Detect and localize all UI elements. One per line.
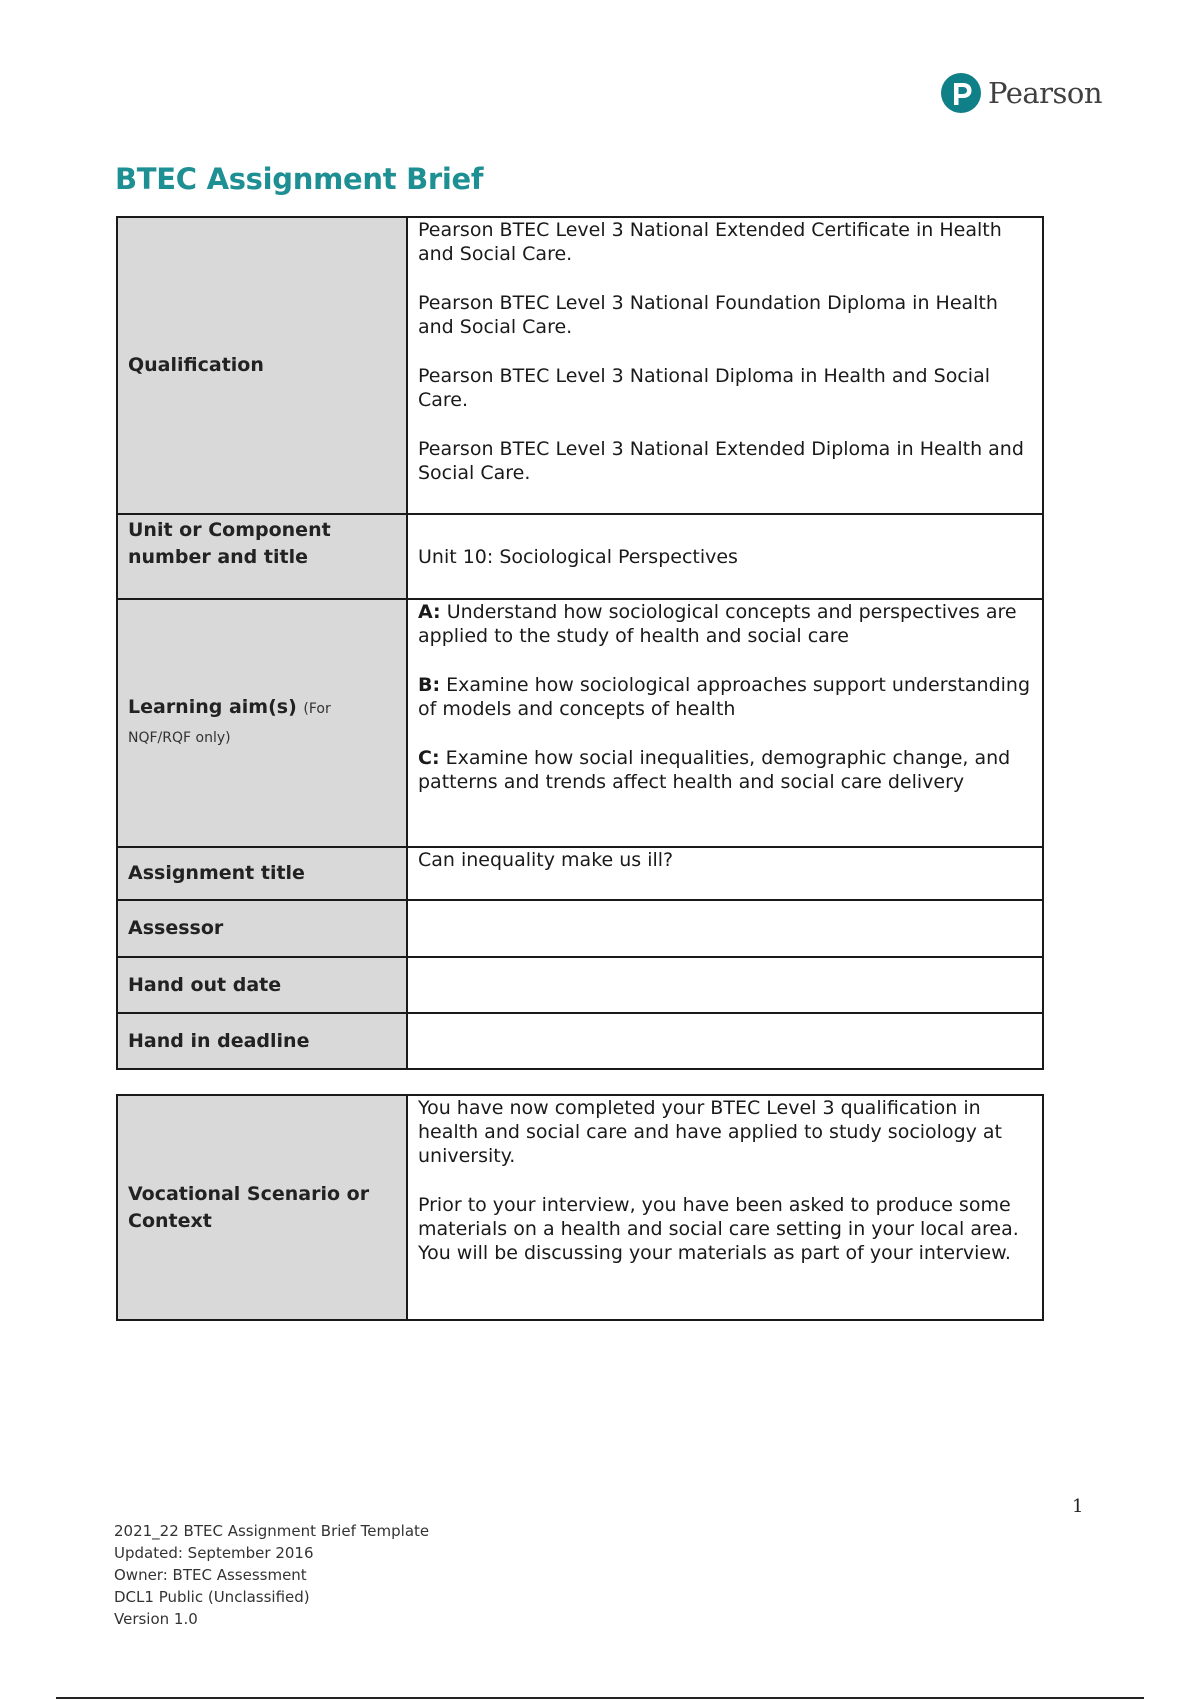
assessor-label: Assessor	[117, 900, 407, 957]
unit-label-text: Unit or Component number and title	[128, 519, 331, 568]
qualification-line: Pearson BTEC Level 3 National Foundation Diploma in Health and Social Care.	[418, 292, 998, 338]
scenario-table	[116, 1094, 1044, 1321]
qualification-line: Pearson BTEC Level 3 National Extended Diploma in Health and Social Care.	[418, 438, 1024, 484]
learning-aim-letter: B:	[418, 674, 441, 696]
unit-value: Unit 10: Sociological Perspectives	[407, 514, 1043, 599]
bottom-divider	[56, 1697, 1144, 1699]
footer-line: 2021_22 BTEC Assignment Brief Template	[114, 1522, 430, 1540]
hand-in-deadline-value[interactable]	[407, 1013, 1043, 1069]
qualification-line: Pearson BTEC Level 3 National Extended Certificate in Health and Social Care.	[418, 219, 1002, 265]
scenario-paragraph: You have now completed your BTEC Level 3 qualification in health and social care and have applied to study sociology at university.	[418, 1097, 1003, 1167]
hand-out-date-label: Hand out date	[117, 957, 407, 1013]
qualification-value	[407, 217, 1043, 514]
learning-aims-label-note: (For NQF/RQF only)	[128, 701, 331, 746]
learning-aim-item	[418, 600, 1032, 648]
qualification-row	[117, 217, 1043, 514]
assessor-value[interactable]	[407, 900, 1043, 957]
document-footer	[114, 1520, 429, 1630]
page-number: 1	[1072, 1496, 1084, 1517]
assignment-title-row	[117, 847, 1043, 900]
scenario-value	[407, 1095, 1043, 1320]
pearson-logo-text: Pearson	[988, 76, 1103, 110]
assignment-title-value: Can inequality make us ill?	[407, 847, 1043, 900]
learning-aims-label	[117, 599, 407, 847]
footer-line: Updated: September 2016	[114, 1544, 314, 1562]
learning-aim-item	[418, 746, 1032, 794]
footer-line: DCL1 Public (Unclassified)	[114, 1588, 310, 1606]
assignment-title-label: Assignment title	[117, 847, 407, 900]
scenario-paragraph: Prior to your interview, you have been asked to produce some materials on a health and social care setting in your local area. You will be discussing your materials as part of your interview.	[418, 1194, 1019, 1264]
unit-row	[117, 514, 1043, 599]
learning-aim-letter: C:	[418, 747, 440, 769]
page-title: BTEC Assignment Brief	[115, 162, 484, 196]
unit-label	[117, 514, 407, 599]
learning-aims-label-text: Learning aim(s)	[128, 696, 297, 718]
assessor-row	[117, 900, 1043, 957]
learning-aim-item	[418, 673, 1032, 721]
pearson-p-logo-icon	[940, 72, 982, 114]
hand-out-date-row	[117, 957, 1043, 1013]
qualification-label: Qualification	[117, 217, 407, 514]
pearson-logo	[940, 72, 1102, 114]
footer-line: Version 1.0	[114, 1610, 198, 1628]
hand-in-deadline-label: Hand in deadline	[117, 1013, 407, 1069]
qualification-line: Pearson BTEC Level 3 National Diploma in Health and Social Care.	[418, 365, 990, 411]
learning-aims-value	[407, 599, 1043, 847]
learning-aim-letter: A:	[418, 601, 441, 623]
scenario-label: Vocational Scenario or Context	[117, 1095, 407, 1320]
learning-aim-text: Examine how social inequalities, demographic change, and patterns and trends affect health and social care delivery	[418, 747, 1011, 793]
hand-in-deadline-row	[117, 1013, 1043, 1069]
footer-line: Owner: BTEC Assessment	[114, 1566, 307, 1584]
learning-aim-text: Examine how sociological approaches support understanding of models and concepts of health	[418, 674, 1031, 720]
learning-aims-row	[117, 599, 1043, 847]
scenario-row	[117, 1095, 1043, 1320]
assignment-details-table	[116, 216, 1044, 1070]
learning-aim-text: Understand how sociological concepts and perspectives are applied to the study of health and social care	[418, 601, 1017, 647]
hand-out-date-value[interactable]	[407, 957, 1043, 1013]
